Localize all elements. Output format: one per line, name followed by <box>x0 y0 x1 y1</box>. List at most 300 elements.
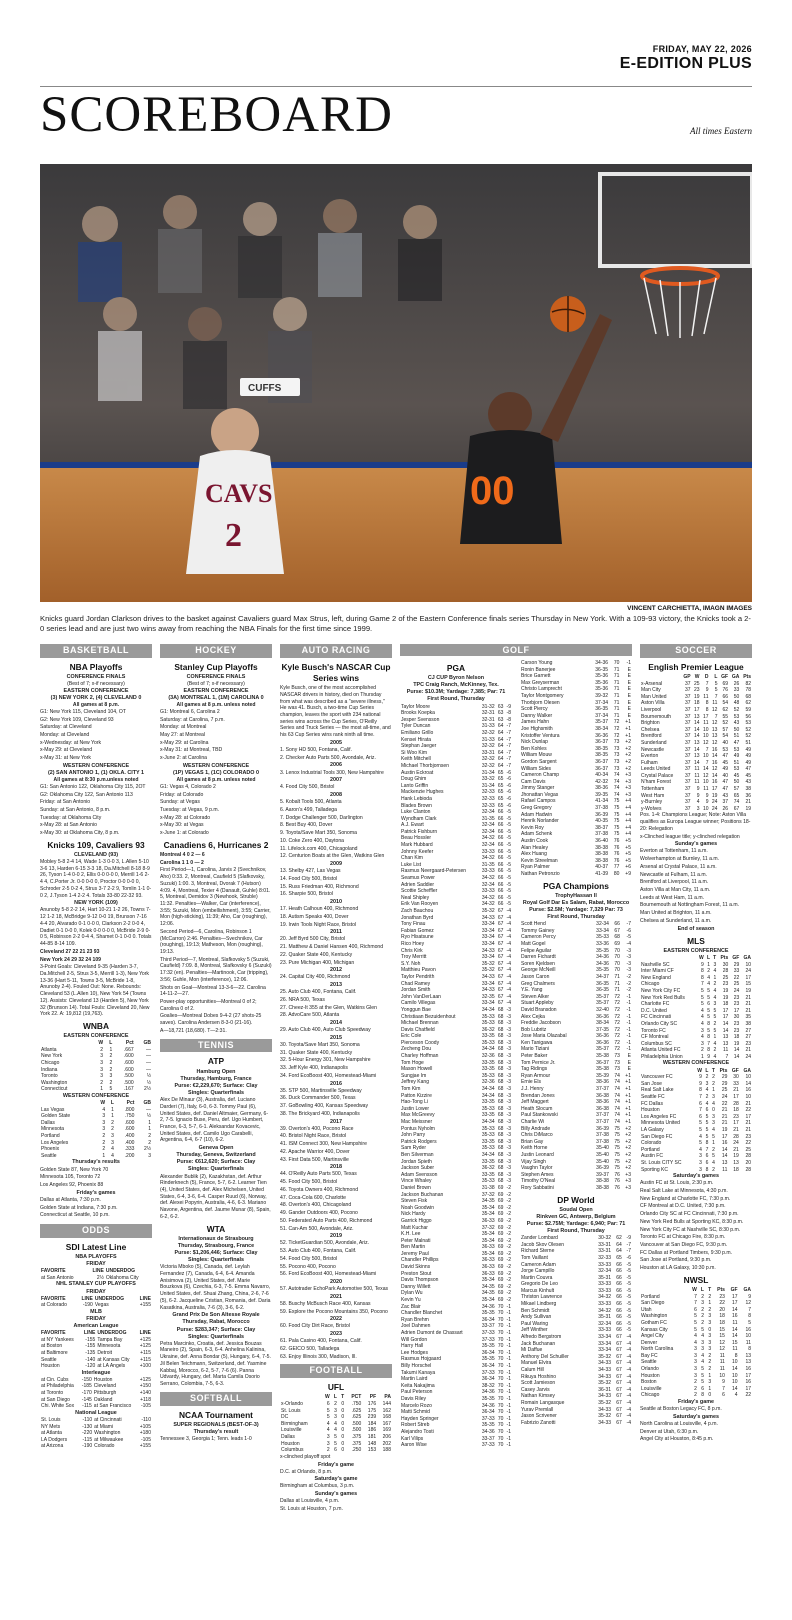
table-cell: 33-34 <box>598 1334 612 1341</box>
table-cell: 66 <box>616 1261 622 1268</box>
table-cell: Thorbjorn Olesen <box>521 699 560 706</box>
table-cell: Takumi Kanaya <box>401 1369 436 1376</box>
table-cell: 32-33 <box>481 789 495 796</box>
auto-win: 8. Best Buy 400, Dover <box>280 822 333 829</box>
odds-nl-head: National League <box>75 1409 117 1416</box>
table-row <box>640 1041 752 1048</box>
table-cell: 37-32 <box>481 1224 495 1231</box>
table-cell: 35-37 <box>596 993 609 1000</box>
table-cell: 68 <box>497 1079 504 1086</box>
table-cell: 66 <box>497 855 504 862</box>
table-header: FAVORITE <box>41 1268 66 1275</box>
table-row <box>40 1067 152 1074</box>
table-cell: 76 <box>613 851 620 858</box>
table-cell: 36-37 <box>595 758 609 765</box>
table-cell: 11 <box>703 720 709 727</box>
auto-win: 6. Aaron's 499, Talladega <box>280 806 337 813</box>
table-cell: 15 <box>745 981 751 988</box>
table-cell: -6 <box>506 782 511 789</box>
table-cell: +2 <box>625 765 631 772</box>
table-cell: 12 <box>711 706 718 713</box>
table-cell: 5 <box>699 1126 702 1133</box>
table-cell: 23 <box>733 1113 739 1120</box>
nhl-west-matchup: (1P) VEGAS 1, (1C) COLORADO 0 <box>173 769 259 776</box>
table-row <box>640 681 752 688</box>
table-cell: Tag Ridings <box>521 1066 548 1073</box>
table-cell: 68 <box>497 1132 504 1139</box>
nhl-east-head: EASTERN CONFERENCE <box>183 687 249 694</box>
odds-nl-table <box>40 1417 152 1450</box>
table-cell: 36-37 <box>595 765 609 772</box>
table-cell: 36-33 <box>481 1257 495 1264</box>
table-cell: 70 <box>497 1395 504 1402</box>
table-cell: 202 <box>382 1440 391 1447</box>
table-cell: 168 <box>382 1414 391 1421</box>
table-row <box>520 1268 632 1275</box>
table-cell: 73 <box>613 758 620 765</box>
table-cell: 3 <box>712 1120 715 1127</box>
table-row <box>400 763 512 770</box>
table-cell: -5 <box>626 1314 631 1321</box>
table-cell: 4 <box>102 1106 106 1113</box>
table-cell: Stephen Ames <box>521 1171 554 1178</box>
table-cell: at Cin. Cubs <box>41 1376 69 1383</box>
table-cell: 37-37 <box>596 1112 609 1119</box>
table-cell: 68 <box>497 1119 504 1125</box>
table-cell: Brice Garnett <box>521 673 551 680</box>
epl-sunday-games <box>640 848 752 924</box>
table-cell: 68 <box>497 1178 504 1185</box>
table-header: W <box>699 954 704 961</box>
table-cell: 66 <box>722 693 729 700</box>
table-row <box>400 1416 512 1423</box>
table-cell: 13 <box>745 1359 751 1366</box>
table-cell: 68 <box>497 1072 504 1079</box>
game-line: St. Louis at Houston, 7 p.m. <box>280 1506 343 1513</box>
table-cell: 67 <box>497 940 504 947</box>
table-cell: -105 <box>140 1403 151 1410</box>
table-row <box>400 928 512 935</box>
table-row <box>40 1053 152 1060</box>
table-row <box>520 967 632 974</box>
table-cell: 49 <box>745 746 751 753</box>
table-header: UNDERDOG <box>97 1330 127 1337</box>
table-cell: 18 <box>733 1034 740 1041</box>
champions-event: TrophyHassan II <box>555 892 597 899</box>
table-row <box>520 1321 632 1328</box>
table-cell: 74 <box>614 1112 620 1119</box>
wnba-east-table <box>40 1040 152 1093</box>
table-cell: 66 <box>616 1314 622 1321</box>
table-cell: -8 <box>506 716 511 723</box>
table-cell: -6 <box>506 795 511 802</box>
table-cell: .667 <box>123 1046 134 1053</box>
table-cell: 5 <box>705 1126 709 1133</box>
table-cell: 37-34 <box>595 699 609 706</box>
table-cell: 19 <box>722 987 729 994</box>
table-row <box>400 1132 512 1139</box>
table-cell: 38-34 <box>596 1020 609 1027</box>
edition-header <box>40 44 752 73</box>
auto-win: 19. Irwin Tools Night Race, Bristol <box>280 921 357 928</box>
table-cell: 10 <box>731 1372 738 1379</box>
table-row <box>520 706 632 713</box>
game-line: Man United at Brighton, 11 a.m. <box>640 910 712 917</box>
table-cell: Jeremy Paul <box>401 1250 429 1257</box>
table-cell: 25 <box>733 981 740 988</box>
wnba-results <box>40 1167 152 1189</box>
auto-year: 2014 <box>330 1020 342 1027</box>
table-cell: 38-38 <box>596 1178 609 1185</box>
table-header: Pts <box>719 1067 728 1074</box>
table-cell: Taylor Montgomery <box>521 692 564 699</box>
table-cell: 36-32 <box>481 1165 495 1172</box>
table-row <box>40 1363 152 1370</box>
table-cell: Angel City <box>641 1333 664 1340</box>
table-cell: 66 <box>497 901 504 908</box>
nhl-best-of: (Best of 7; x-if necessary) <box>187 681 245 688</box>
table-cell: K.H. Lee <box>401 1231 421 1238</box>
table-row <box>400 1422 512 1429</box>
table-cell: 12 <box>719 1339 725 1346</box>
table-cell: 23 <box>733 1001 740 1008</box>
table-cell: Cameron Champ <box>521 772 560 779</box>
auto-win: 55. Pocono 400, Pocono <box>280 1263 336 1270</box>
auto-year: 2022 <box>330 1316 342 1323</box>
table-cell: 10 <box>702 733 709 740</box>
table-cell: 35-32 <box>481 908 495 914</box>
table-cell: 9 <box>699 1074 702 1081</box>
table-cell: 66 <box>614 921 620 928</box>
table-cell: 239 <box>367 1414 377 1421</box>
table-cell: 59 <box>745 706 751 713</box>
table-row <box>400 1383 512 1390</box>
table-cell: 68 <box>497 1006 504 1013</box>
table-cell: 68 <box>497 1099 504 1106</box>
table-cell: 4 <box>707 974 710 981</box>
table-row <box>40 1133 152 1140</box>
table-cell: 10 <box>745 1074 751 1081</box>
table-cell: 33-31 <box>598 1248 612 1255</box>
table-cell: Zach Bauchou <box>401 908 434 914</box>
table-cell: A.J. Ewart <box>401 822 424 829</box>
table-row <box>520 1354 632 1361</box>
table-cell: 66 <box>616 1320 622 1327</box>
table-cell: -7 <box>626 921 631 928</box>
table-cell: -3 <box>506 1092 511 1099</box>
table-cell: 10 <box>745 1093 751 1100</box>
table-cell: 69 <box>497 1211 504 1218</box>
table-cell: 57 <box>722 726 729 733</box>
table-header: Pts <box>717 1286 725 1293</box>
table-cell: Jhonattan Vegas <box>521 791 559 798</box>
table-cell: Chandler Phillips <box>401 1257 439 1264</box>
table-cell: 6 <box>694 1306 697 1313</box>
table-cell: 74 <box>613 791 620 798</box>
table-cell: -3 <box>506 1171 511 1178</box>
table-cell: Mackenzie Hughes <box>401 789 444 796</box>
nba-box-cle: Mobley 5-8 2-4 14, Wade 1-3 0-0 3, L.Allen 5-10 3-6 13, Harden 6-15 3-3 18, Da.Mitchell 8-18 8-9 26, Tyson 1-4 0-0 2, Ellis 0-0 0-0 0, Merrill 1-6 2-4 4, C.Porter Jr. 0-0 0-0 0, Proctor 0-0 0-0 0, Schroder 2-5 0-2 4, Strus 3-7 2-2 9, Tomlin 1-1 0-0 2, J.Tyson 1-4 2-2 4. Totals 33-80 22-32 93. <box>40 859 152 899</box>
table-row <box>520 928 632 935</box>
softball-subtitle: SUPER REGIONALS (BEST-OF-3) <box>173 1421 259 1428</box>
table-cell: 0 <box>712 1107 715 1114</box>
table-cell: 22 <box>745 1107 751 1114</box>
table-cell: .800 <box>124 1106 135 1113</box>
table-cell: Kevin Roy <box>521 824 544 831</box>
table-row <box>400 1350 512 1357</box>
table-cell: 32-34 <box>598 1320 612 1327</box>
table-cell: Martin Couvra <box>521 1274 553 1281</box>
table-cell: +2 <box>625 1151 631 1158</box>
table-cell: 36-31 <box>598 1386 612 1393</box>
table-cell: 16 <box>731 1313 738 1320</box>
table-cell: Houston <box>641 1107 660 1114</box>
mls-east-table <box>640 955 752 1061</box>
table-cell: Seattle <box>641 1359 657 1366</box>
mls-title: MLS <box>687 935 705 946</box>
table-row <box>400 974 512 981</box>
table-cell: 65 <box>497 802 504 809</box>
table-cell: 49 <box>745 759 751 766</box>
table-cell: 8 <box>748 1313 751 1320</box>
table-row <box>40 1357 152 1364</box>
table-cell: D.C. United <box>641 1007 667 1014</box>
nhl-shots: Shots on Goal—Montreal 13-3-6—22. Carolina 14-11-2—27. <box>160 984 266 998</box>
table-cell: 11 <box>694 772 700 779</box>
table-cell: +3 <box>625 1178 631 1185</box>
table-cell: 5 <box>713 1027 717 1034</box>
table-cell: LA Dodgers <box>41 1436 68 1443</box>
table-cell: Greg Gregory <box>521 805 552 812</box>
table-row <box>400 816 512 823</box>
table-cell: Vaughn Taylor <box>521 1165 553 1172</box>
table-cell: +180 <box>139 1430 151 1437</box>
table-cell: 34-35 <box>481 1198 495 1205</box>
ufl-sun <box>280 1498 392 1512</box>
table-cell: 34-34 <box>481 1119 495 1125</box>
table-cell: 35-38 <box>596 1053 609 1060</box>
table-cell: -4 <box>506 940 511 947</box>
table-cell: Vancouver FC <box>641 1074 673 1081</box>
table-cell: 7 <box>705 759 709 766</box>
table-cell: +6 <box>625 864 631 871</box>
table-cell: -7 <box>626 1248 631 1255</box>
table-cell: 75 <box>613 824 620 831</box>
table-cell: at Philadelphia <box>41 1383 74 1390</box>
auto-win: 48. Overton's 400, Chicagoland <box>280 1202 352 1209</box>
table-cell: 73 <box>614 1059 620 1066</box>
table-cell: Greg Chalmers <box>521 980 555 987</box>
odds-mlb-head: MLB <box>90 1308 102 1315</box>
table-cell: .750 <box>351 1401 362 1408</box>
table-cell: -3 <box>506 1079 511 1086</box>
table-row <box>520 812 632 819</box>
table-cell: 9 <box>722 1379 725 1386</box>
table-cell: -110 <box>82 1416 93 1423</box>
table-cell: 31-35 <box>481 815 495 822</box>
table-cell: 34-32 <box>481 835 495 842</box>
game-line: San Jose at Portland, 9:30 p.m. <box>640 1257 712 1264</box>
nwsl-sat <box>640 1421 752 1443</box>
table-cell: Doug Ghim <box>401 776 427 783</box>
table-cell: 69 <box>497 1257 504 1264</box>
table-cell: 15 <box>731 1339 738 1346</box>
table-cell: 39-32 <box>595 692 609 699</box>
game-line: Dallas at Atlanta, 7:30 p.m. <box>40 1196 101 1203</box>
table-cell: -4 <box>506 947 511 954</box>
table-cell: -1 <box>506 1402 511 1409</box>
table-cell: -3 <box>506 1105 511 1112</box>
table-cell: 66 <box>497 835 504 842</box>
table-cell: Alejandro Tosti <box>401 1428 434 1435</box>
table-cell: 18 <box>693 700 700 707</box>
table-cell: 16 <box>745 1087 751 1094</box>
table-cell: 75 <box>613 798 620 805</box>
table-row <box>520 921 632 928</box>
table-header: PCT <box>351 1394 362 1401</box>
rabat-head: Grand Prix De Son Altesse Royale <box>172 1312 260 1319</box>
table-cell: 36-33 <box>481 1270 495 1277</box>
table-cell: — <box>146 1106 151 1113</box>
table-cell: E <box>627 1059 631 1066</box>
nba-west-note: All games at 8:30 p.m.unless noted <box>53 777 139 784</box>
table-cell: Paul Stankowski <box>521 1112 558 1119</box>
table-cell: 72 <box>614 993 620 1000</box>
table-cell: 25 <box>745 1146 751 1153</box>
table-cell: 10 <box>731 1379 738 1386</box>
table-cell: Gordon Sargent <box>521 758 557 765</box>
table-header: GF <box>730 1286 738 1293</box>
table-cell: +4 <box>625 805 631 812</box>
table-cell: 18 <box>733 1107 739 1114</box>
table-cell: 34-36 <box>481 1402 495 1409</box>
table-cell: 38 <box>745 786 751 793</box>
table-row <box>640 1147 752 1154</box>
table-cell: 5 <box>707 1007 710 1014</box>
table-row <box>520 779 632 786</box>
strasbourg-purse: Purse: $1,206,446; Surface: Clay <box>174 1249 258 1256</box>
table-cell: -4 <box>506 921 511 928</box>
table-cell: 70 <box>497 1382 504 1389</box>
table-cell: Nathan Kimsey <box>521 1393 555 1400</box>
table-cell: Rory Sabbatini <box>521 1184 554 1191</box>
table-cell: 17 <box>731 1293 738 1300</box>
table-cell: 17 <box>722 1007 729 1014</box>
table-cell: 35-37 <box>596 1000 609 1007</box>
table-cell: Man City <box>641 687 661 694</box>
table-row <box>640 1392 752 1399</box>
table-row <box>520 772 632 779</box>
table-cell: 75 <box>613 805 620 812</box>
table-cell: Keith Horne <box>521 1145 548 1152</box>
table-cell: 15 <box>719 1333 725 1340</box>
table-cell: 14 <box>693 726 700 733</box>
table-cell: -7 <box>626 1241 631 1248</box>
table-cell: 36-33 <box>481 1217 495 1224</box>
table-header: GB <box>143 1100 151 1107</box>
table-cell: Tampa Bay <box>97 1336 123 1343</box>
geneva-info: Thursday, Geneva, Switzerland <box>176 1152 256 1159</box>
table-cell: 188 <box>382 1447 391 1454</box>
table-cell: -2 <box>626 973 631 980</box>
pga-info: TPC Craig Ranch, McKinney, Tex. <box>413 682 499 689</box>
table-cell: 29 <box>733 961 740 968</box>
table-row <box>640 727 752 734</box>
table-cell: 37 <box>685 779 691 786</box>
strasbourg-results: Victoria Mboko (5), Canada, def. Leylah Fernandez (7), Canada, 6-4, 6-4. Amanda Anisimova (2), United States, def. Marie Bouzkova (6), Czechia, 6-3, 7-5. Emma Navarro, United States, def. Shuai Zhang, China, 2-6, 7-6 (5), 6-2. Jacqueline Cristian, Romania, def. Daria Kasatkina, Australia, 7-6 (3), 3-6, 6-2. <box>160 1264 271 1311</box>
table-cell: -1 <box>626 1033 631 1040</box>
table-cell: 3 <box>699 1166 702 1173</box>
table-cell: 33-37 <box>481 1323 495 1330</box>
table-cell: William Sides <box>521 765 552 772</box>
table-cell: Jose Maria Olazabal <box>521 1033 567 1040</box>
table-cell: 10 <box>702 753 709 760</box>
table-cell: 5 <box>707 1014 710 1021</box>
table-row <box>520 1053 632 1060</box>
table-cell: 5 <box>707 1027 710 1034</box>
table-cell: E <box>627 673 631 680</box>
table-cell: 2 <box>712 1074 715 1081</box>
rabat-purse: Purse: $283,347; Surface: Clay <box>176 1326 256 1333</box>
table-cell: 66 <box>497 875 504 882</box>
table-row <box>40 1403 152 1410</box>
table-cell: 3 <box>699 1159 702 1166</box>
table-cell: 51 <box>733 759 740 766</box>
table-cell: 64 <box>497 756 504 763</box>
table-cell: 36-36 <box>596 1039 609 1046</box>
table-row <box>520 934 632 941</box>
table-cell: 3 <box>334 1414 337 1421</box>
table-header: L <box>109 1040 113 1047</box>
table-cell: Henrik Norlander <box>521 818 559 825</box>
table-cell: -5 <box>626 1261 631 1268</box>
table-cell: Cameron Adam <box>521 1261 556 1268</box>
table-cell: 9 <box>705 792 709 799</box>
table-cell: 13 <box>693 753 700 760</box>
table-row <box>640 707 752 714</box>
auto-win: 23. Pure Michigan 400, Michigan <box>280 959 355 966</box>
table-cell: 75 <box>613 818 620 825</box>
result-line: Los Angeles 92, Phoenix 88 <box>40 1181 104 1188</box>
section-header-tennis: TENNIS <box>160 1039 272 1053</box>
table-cell: 23 <box>745 1040 751 1047</box>
table-row <box>520 1242 632 1249</box>
table-cell: 31-32 <box>481 703 495 710</box>
table-cell: 17 <box>702 713 709 720</box>
table-cell: +125 <box>139 1336 151 1343</box>
table-cell: 4 <box>326 1427 330 1434</box>
table-row <box>400 1053 512 1060</box>
table-cell: 33-33 <box>598 1327 612 1334</box>
game-line: x-May 30: at Oklahoma City, 8 p.m. <box>40 830 120 837</box>
table-cell: +2 <box>625 1145 631 1152</box>
table-cell: 37 <box>685 805 691 812</box>
wnba-results-head: Thursday's results <box>72 1159 120 1166</box>
table-cell: 14 <box>731 1326 738 1333</box>
game-line: Monday: at Montreal <box>160 724 207 731</box>
table-cell: 67 <box>497 967 504 974</box>
table-cell: Rikuya Hoshino <box>521 1373 557 1380</box>
table-cell: +5 <box>625 851 631 858</box>
table-header: L <box>333 1394 337 1401</box>
table-cell: Marcus Kinhult <box>521 1287 555 1294</box>
table-cell: 2 <box>326 1447 330 1454</box>
table-cell: E <box>627 666 631 673</box>
table-cell: New York <box>41 1053 63 1060</box>
game-line: x-May 28: at San Antonio <box>40 822 97 829</box>
table-cell: 34-33 <box>481 987 495 994</box>
table-cell: 5 <box>701 1372 704 1379</box>
